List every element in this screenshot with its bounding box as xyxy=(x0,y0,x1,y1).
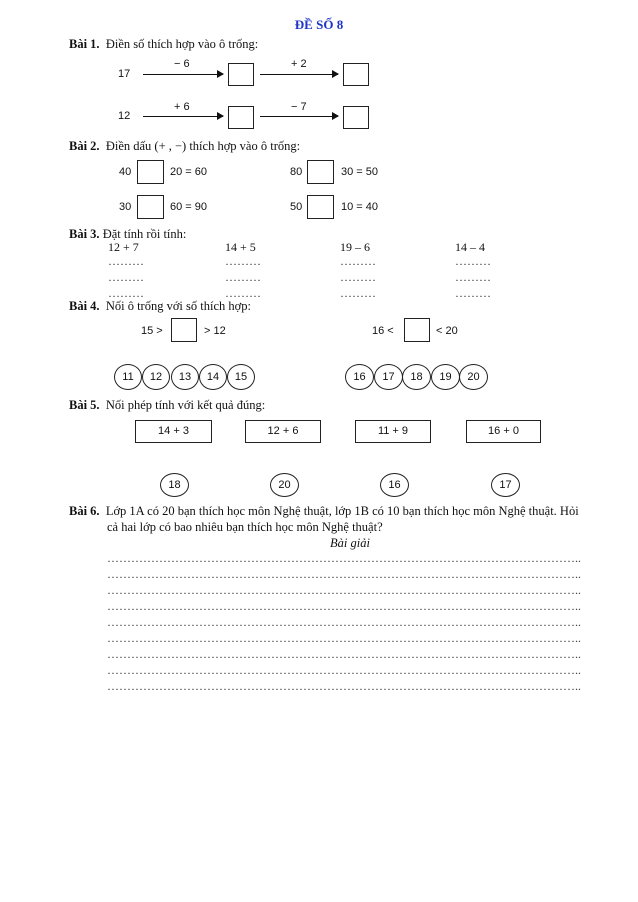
arrow-icon xyxy=(260,116,338,117)
answer-line[interactable]: ……………………………………………………………………………………………………….. xyxy=(107,663,581,677)
answer-box[interactable] xyxy=(228,106,254,129)
work-line[interactable]: ……… xyxy=(225,286,261,300)
answer-box[interactable] xyxy=(228,63,254,86)
bai4-right-before: 16 < xyxy=(372,325,394,337)
bai4-right-after: < 20 xyxy=(436,325,458,337)
bai1-row1-op1: − 6 xyxy=(174,58,190,70)
bai3-problem: 14 + 5 xyxy=(225,240,256,254)
bai1-instruction: Điền số thích hợp vào ô trống: xyxy=(105,37,259,51)
bai1-row1-start: 17 xyxy=(118,68,131,80)
work-line[interactable]: ……… xyxy=(108,286,144,300)
sign-box[interactable] xyxy=(137,160,164,184)
bai6-problem-line2: cả hai lớp có bao nhiêu bạn thích học môn Nghệ thuật? xyxy=(107,520,383,534)
arrow-icon xyxy=(143,74,223,75)
result-circle[interactable]: 16 xyxy=(380,473,409,497)
work-line[interactable]: ……… xyxy=(340,286,376,300)
bai3-problem: 14 – 4 xyxy=(455,240,485,254)
result-circle[interactable]: 20 xyxy=(270,473,299,497)
number-circle[interactable]: 17 xyxy=(374,364,403,390)
arrow-icon xyxy=(143,116,223,117)
number-circle[interactable]: 13 xyxy=(171,364,199,390)
answer-line[interactable]: ……………………………………………………………………………………………………….. xyxy=(107,647,581,661)
number-circle[interactable]: 12 xyxy=(142,364,170,390)
answer-line[interactable]: ……………………………………………………………………………………………………….. xyxy=(107,567,581,581)
bai1-row1-op2: + 2 xyxy=(291,58,307,70)
sign-box[interactable] xyxy=(307,195,334,219)
solution-label: Bài giải xyxy=(330,536,370,550)
bai6-label: Bài 6. xyxy=(69,504,100,518)
answer-line[interactable]: ……………………………………………………………………………………………………….. xyxy=(107,583,581,597)
number-circle[interactable]: 15 xyxy=(227,364,255,390)
work-line[interactable]: ……… xyxy=(340,254,376,268)
bai3-problem: 12 + 7 xyxy=(108,240,139,254)
bai2-item3-right: 60 = 90 xyxy=(170,201,208,213)
bai5-heading xyxy=(69,398,265,413)
work-line[interactable]: ……… xyxy=(455,254,491,268)
number-circle[interactable]: 11 xyxy=(114,364,142,390)
bai4-instruction: Nối ô trống với số thích hợp: xyxy=(105,299,251,313)
bai1-label: Bài 1. xyxy=(69,37,100,51)
result-circle[interactable]: 18 xyxy=(160,473,189,497)
bai6-problem-line1: Lớp 1A có 20 bạn thích học môn Nghệ thuật, lớp 1B có 10 bạn thích học môn Nghệ thuật. Hỏi xyxy=(105,504,579,518)
result-circle[interactable]: 17 xyxy=(491,473,520,497)
number-circle[interactable]: 16 xyxy=(345,364,374,390)
bai5-label: Bài 5. xyxy=(69,398,100,412)
answer-box[interactable] xyxy=(343,63,369,86)
page-title: ĐỀ SỐ 8 xyxy=(294,17,344,32)
work-line[interactable]: ……… xyxy=(340,270,376,284)
bai3-problem: 19 – 6 xyxy=(340,240,370,254)
bai2-item3-left: 30 xyxy=(119,201,132,213)
answer-line[interactable]: ……………………………………………………………………………………………………….. xyxy=(107,599,581,613)
arrow-icon xyxy=(260,74,338,75)
bai4-heading xyxy=(69,299,251,314)
answer-line[interactable]: ……………………………………………………………………………………………………….. xyxy=(107,631,581,645)
bai2-item1-right: 20 = 60 xyxy=(170,166,208,178)
work-line[interactable]: ……… xyxy=(455,286,491,300)
bai4-label: Bài 4. xyxy=(69,299,100,313)
bai1-row2-start: 12 xyxy=(118,110,131,122)
answer-line[interactable]: ……………………………………………………………………………………………………….. xyxy=(107,679,581,693)
bai2-item2-right: 30 = 50 xyxy=(341,166,379,178)
bai1-row2-op1: + 6 xyxy=(174,101,190,113)
operation-box[interactable]: 14 + 3 xyxy=(135,420,212,443)
blank-box[interactable] xyxy=(404,318,430,342)
bai1-row2-op2: − 7 xyxy=(291,101,307,113)
operation-box[interactable]: 11 + 9 xyxy=(355,420,431,443)
bai3-instruction: Đặt tính rồi tính: xyxy=(102,227,187,241)
answer-line[interactable]: ……………………………………………………………………………………………………….. xyxy=(107,615,581,629)
answer-box[interactable] xyxy=(343,106,369,129)
work-line[interactable]: ……… xyxy=(225,254,261,268)
answer-line[interactable]: ……………………………………………………………………………………………………….. xyxy=(107,551,581,565)
operation-box[interactable]: 12 + 6 xyxy=(245,420,321,443)
operation-box[interactable]: 16 + 0 xyxy=(466,420,541,443)
work-line[interactable]: ……… xyxy=(108,270,144,284)
sign-box[interactable] xyxy=(137,195,164,219)
bai6-heading xyxy=(69,504,609,519)
sign-box[interactable] xyxy=(307,160,334,184)
number-circle[interactable]: 20 xyxy=(459,364,488,390)
work-line[interactable]: ……… xyxy=(225,270,261,284)
number-circle[interactable]: 19 xyxy=(431,364,460,390)
bai5-instruction: Nối phép tính với kết quả đúng: xyxy=(105,398,266,412)
number-circle[interactable]: 14 xyxy=(199,364,227,390)
bai2-instruction: Điền dấu (+ , −) thích hợp vào ô trống: xyxy=(105,139,301,153)
bai3-label: Bài 3. xyxy=(69,227,100,241)
work-line[interactable]: ……… xyxy=(108,254,144,268)
bai2-item2-left: 80 xyxy=(290,166,303,178)
number-circle[interactable]: 18 xyxy=(402,364,431,390)
bai2-heading xyxy=(69,139,300,154)
work-line[interactable]: ……… xyxy=(455,270,491,284)
bai2-item4-right: 10 = 40 xyxy=(341,201,379,213)
bai4-left-before: 15 > xyxy=(141,325,163,337)
bai2-item4-left: 50 xyxy=(290,201,303,213)
bai2-label: Bài 2. xyxy=(69,139,100,153)
bai2-item1-left: 40 xyxy=(119,166,132,178)
bai1-heading xyxy=(69,37,258,52)
bai4-left-after: > 12 xyxy=(204,325,226,337)
blank-box[interactable] xyxy=(171,318,197,342)
